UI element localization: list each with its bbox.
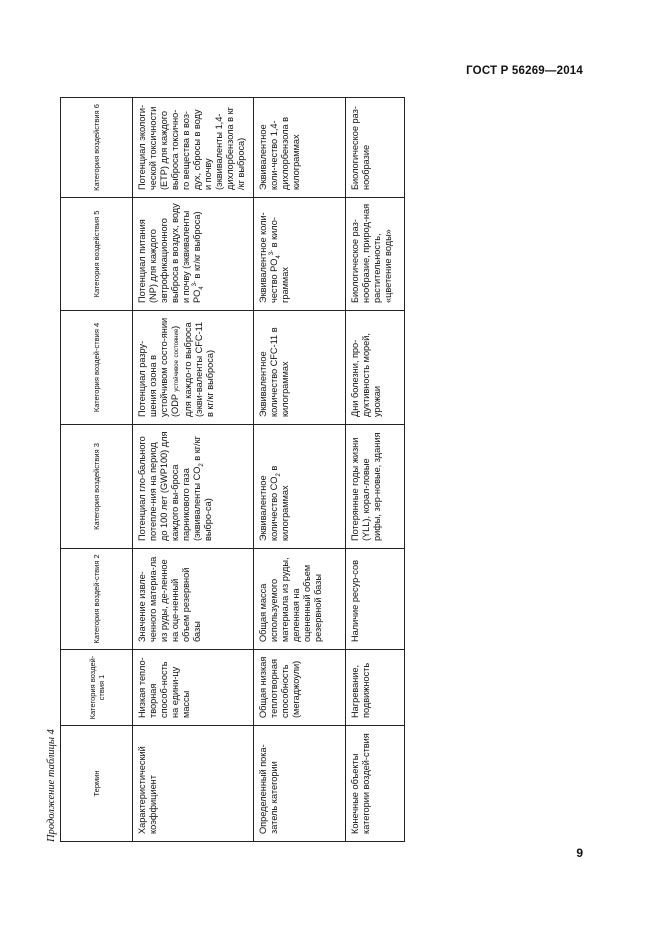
cell-text: Потенциал питания (NP) для каждого эвтрофикационного выброса в воздух, воду и почву (эквиваленты PO: [137, 203, 202, 303]
impact-category-table: [60, 97, 405, 842]
table-cell: Нагревание, подвижность: [346, 650, 405, 726]
column-header: Категория воздействия 6: [61, 98, 133, 198]
table-cell: [254, 198, 346, 311]
superscript: 3-: [191, 281, 198, 287]
column-header: Категория воздей-ствия 4: [61, 311, 133, 425]
subscript: 2: [275, 473, 282, 477]
table-cell: [254, 425, 346, 549]
term-cell: Определенный пока-затель категории: [254, 726, 346, 842]
term-cell: Характеристический коэффициент: [133, 726, 254, 842]
cell-text: Эквивалентное коли-чество PO: [258, 212, 279, 303]
table-cell: Биологическое раз-нообразие: [346, 98, 405, 198]
cell-text: Потенциал разру-шения озона в устойчивом состо-янии (ODP: [137, 317, 180, 417]
subscript: 2: [198, 463, 205, 467]
rotated-table-block: [44, 98, 405, 842]
column-header: Категория воздей-ствия 2: [61, 549, 133, 650]
table-cell: [133, 425, 254, 549]
table-cell: [133, 311, 254, 425]
table-cell: Низкая тепло-творная способ-ность на едини-цу массы: [133, 650, 254, 726]
column-header: Категория воздействия 3: [61, 425, 133, 549]
cell-text: в килограммах: [269, 465, 290, 541]
table-header-row: [61, 98, 133, 842]
subscript: 4: [275, 255, 282, 259]
cell-small-text: состояние: [174, 328, 180, 358]
table-cell: Общая низкая теплотворная способность (мегаджоули): [254, 650, 346, 726]
subscript: 4: [198, 286, 205, 290]
superscript: 3-: [268, 249, 275, 256]
table-cell: Значение извле-ченного материа-ла из руды, де-ленное на оце-ненный объем резервной базы: [133, 549, 254, 650]
table-cell: Наличие ресур-сов: [346, 549, 405, 650]
table-cell: Потерянные годы жизни (YLL), корал-ловые рифы, зер-новые, здания: [346, 425, 405, 549]
table-cell: Дни болезни, про-дуктивность морей, урожаи: [346, 311, 405, 425]
column-header: Категория воздей-ствия 1: [61, 650, 133, 726]
cell-text: в кг/кг выброса): [192, 211, 202, 282]
column-header: Термин: [61, 726, 133, 842]
standard-header: ГОСТ Р 56269—2014: [466, 65, 583, 77]
table-cell: [133, 198, 254, 311]
term-cell: Конечные объекты категории воздей-ствия: [346, 726, 405, 842]
cell-text: в кг/кг выбро-са): [192, 436, 213, 541]
table-cell: Потенциал экологи-ческой токсичности (ETP) для каждого выброса токсично-го вещества в воз-дух, сбросы в воду и почву (эквиваленты 1,4-дихлорбензола в кг /кг выброса): [133, 98, 254, 198]
cell-text: Потенциал гло-бального потепле-ния на период до 100 лет (GWP100) для каждого вы-броса парникового газа (эквиваленты CO: [137, 431, 202, 541]
table-cell: Общая масса используемого материала из руды, деленная на оцененный объем резервной базы: [254, 549, 346, 650]
page-number: 9: [576, 846, 583, 860]
table-row: [254, 98, 346, 842]
table-cell: Эквивалентное коли-чество 1,4-дихлорбензола в килограммах: [254, 98, 346, 198]
cell-small-text: устойчивое: [174, 360, 180, 392]
cell-text: в кило-граммах: [269, 217, 290, 303]
column-header: Категория воздействия 5: [61, 198, 133, 311]
table-row: [346, 98, 405, 842]
table-caption: Продолжение таблицы 4: [46, 729, 57, 842]
cell-text: ) для каждо-го выброса (экви-валенты CFC-11 в кг/кг выброса): [170, 321, 215, 417]
cell-text: [170, 358, 180, 361]
table-cell: Эквивалентное количество CFC-11 в килограммах: [254, 311, 346, 425]
table-row: [133, 98, 254, 842]
cell-text: Эквивалентное количество CO: [258, 475, 279, 541]
table-cell: Биологическое раз-нообразие, природ-ная растительность, «цветение воды»: [346, 198, 405, 311]
